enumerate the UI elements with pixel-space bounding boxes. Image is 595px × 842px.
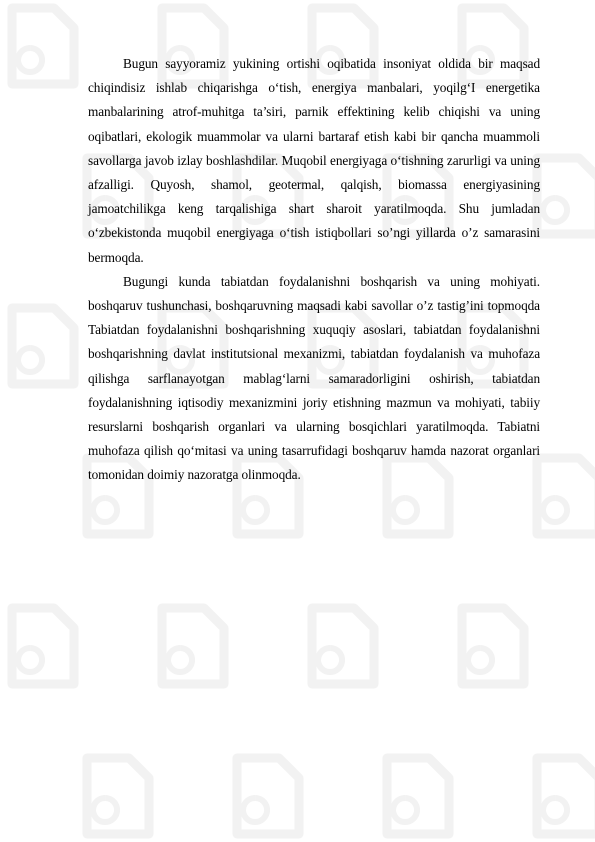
watermark-document-icon <box>12 308 74 384</box>
watermark-document-icon <box>387 758 449 834</box>
watermark-document-icon <box>162 608 224 684</box>
watermark-document-icon <box>537 758 595 834</box>
paragraph-2: Bugungi kunda tabiatdan foydalanishni boshqarish va uning mohiyati. boshqaruv tushunchasi, boshqaruvning maqsadi kabi savollar o’z tastig’ini topmoqda Tabiatdan foydalanishni boshqarishning xuquqiy asoslari, tabiatdan foydalanishni boshqarishning davlat institutsional mexanizmi, tabiatdan foydalanish va muhofaza qilishga sarflanayotgan mablag‘larni samaradorligini oshirish, tabiatdan foydalanishning iqtisodiy mexanizmini joriy etishning mazmun va mohiyati, tabiiy resurslarni boshqarish organlari va ularning bosqichlari yaratilmoqda. Tabiatni muhofaza qilish qo‘mitasi va uning tasarrufidagi boshqaruv hamda nazorat organlari tomonidan doimiy nazoratga olinmoqda. <box>88 273 540 483</box>
watermark-document-icon <box>237 758 299 834</box>
watermark-document-icon <box>12 608 74 684</box>
watermark-document-icon <box>312 608 374 684</box>
paragraph-1: Bugun sayyoramiz yukining ortishi oqibatida insoniyat oldida bir maqsad chiqindisiz ishlab chiqarishga o‘tish, energiya manbalari, yoqilg‘I energetika manbalarining atrof-muhitga ta’siri, parnik effektining kelib chiqishi va uning oqibatlari, ekologik muammolar va ularni bartaraf etish kabi bir qancha muammoli savollarga javob izlay boshlashdilar. Muqobil energiyaga o‘tishning zarurligi va uning afzalligi. Quyosh, shamol, geotermal, qalqish, biomassa energiyasining jamoatchilikga keng tarqalishiga shart sharoit yaratilmoqda. Shu jumladan o‘zbekistonda muqobil energiyaga o‘tish istiqbollari so’ngi yillarda o’z samarasini bermoqda. <box>88 56 540 265</box>
document-page <box>88 52 540 488</box>
watermark-document-icon <box>537 158 595 234</box>
watermark-document-icon <box>537 458 595 534</box>
watermark-document-icon <box>87 758 149 834</box>
watermark-document-icon <box>12 8 74 84</box>
watermark-document-icon <box>462 608 524 684</box>
